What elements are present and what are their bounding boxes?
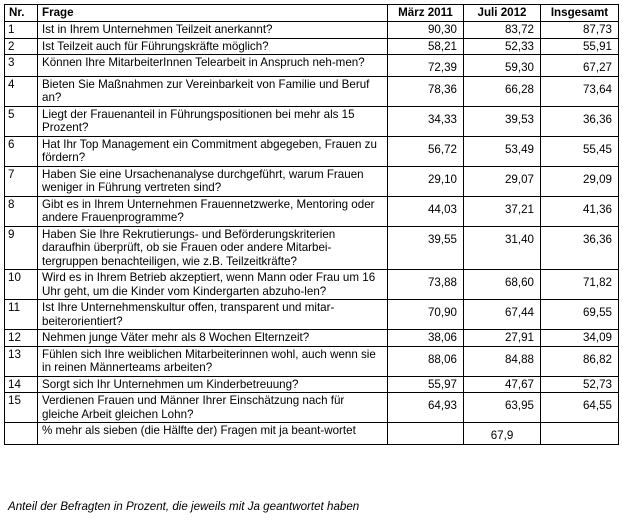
table-row <box>5 136 619 166</box>
value-insgesamt: 55,91 <box>541 38 619 55</box>
table-row <box>5 38 619 55</box>
table-row <box>5 330 619 347</box>
value-juli-2012: 29,07 <box>464 166 541 196</box>
value-insgesamt: 41,36 <box>541 196 619 226</box>
value-insgesamt: 29,09 <box>541 166 619 196</box>
row-number: 3 <box>5 55 38 77</box>
value-maerz-2011: 70,90 <box>388 300 464 330</box>
row-question: Liegt der Frauenanteil in Führungspositionen bei mehr als 15 Prozent? <box>38 106 388 136</box>
value-juli-2012: 37,21 <box>464 196 541 226</box>
value-insgesamt: 73,64 <box>541 76 619 106</box>
value-juli-2012: 67,9 <box>464 423 541 445</box>
value-juli-2012: 67,44 <box>464 300 541 330</box>
value-maerz-2011: 56,72 <box>388 136 464 166</box>
table-caption: Anteil der Befragten in Prozent, die jeweils mit Ja geantwortet haben <box>8 500 360 513</box>
value-juli-2012: 39,53 <box>464 106 541 136</box>
value-maerz-2011: 38,06 <box>388 330 464 347</box>
row-question: Ist in Ihrem Unternehmen Teilzeit anerkannt? <box>38 22 388 39</box>
row-question: Hat Ihr Top Management ein Commitment abgegeben, Frauen zu fördern? <box>38 136 388 166</box>
value-juli-2012: 83,72 <box>464 22 541 39</box>
row-question: Fühlen sich Ihre weiblichen Mitarbeiterinnen wohl, auch wenn sie in reinen Männerteams arbeiten? <box>38 346 388 376</box>
value-juli-2012: 59,30 <box>464 55 541 77</box>
row-question: Haben Sie eine Ursachenanalyse durchgeführt, warum Frauen weniger in Führung vertreten sind? <box>38 166 388 196</box>
value-maerz-2011: 73,88 <box>388 270 464 300</box>
table-row <box>5 226 619 270</box>
row-question: % mehr als sieben (die Hälfte der) Fragen mit ja beant-wortet <box>38 423 388 445</box>
value-insgesamt: 67,27 <box>541 55 619 77</box>
table-row <box>5 393 619 423</box>
table-row <box>5 76 619 106</box>
value-juli-2012: 52,33 <box>464 38 541 55</box>
row-number: 4 <box>5 76 38 106</box>
value-insgesamt: 86,82 <box>541 346 619 376</box>
row-number: 10 <box>5 270 38 300</box>
row-number: 5 <box>5 106 38 136</box>
header-insgesamt: Insgesamt <box>541 5 619 22</box>
value-juli-2012: 63,95 <box>464 393 541 423</box>
table-row <box>5 270 619 300</box>
row-number: 13 <box>5 346 38 376</box>
value-insgesamt: 34,09 <box>541 330 619 347</box>
value-juli-2012: 53,49 <box>464 136 541 166</box>
value-juli-2012: 66,28 <box>464 76 541 106</box>
row-number: 2 <box>5 38 38 55</box>
value-juli-2012: 84,88 <box>464 346 541 376</box>
header-maerz-2011: März 2011 <box>388 5 464 22</box>
row-number: 14 <box>5 376 38 393</box>
value-insgesamt: 71,82 <box>541 270 619 300</box>
value-juli-2012: 47,67 <box>464 376 541 393</box>
row-question: Wird es in Ihrem Betrieb akzeptiert, wenn Mann oder Frau um 16 Uhr geht, um die Kinder vom Kindergarten abzuho-len? <box>38 270 388 300</box>
table-row <box>5 196 619 226</box>
value-insgesamt: 69,55 <box>541 300 619 330</box>
table-row <box>5 376 619 393</box>
row-question: Ist Teilzeit auch für Führungskräfte möglich? <box>38 38 388 55</box>
value-juli-2012: 31,40 <box>464 226 541 270</box>
value-juli-2012: 27,91 <box>464 330 541 347</box>
value-maerz-2011: 88,06 <box>388 346 464 376</box>
value-insgesamt: 55,45 <box>541 136 619 166</box>
table-row <box>5 300 619 330</box>
row-question: Verdienen Frauen und Männer Ihrer Einschätzung nach für gleiche Arbeit gleichen Lohn? <box>38 393 388 423</box>
value-maerz-2011: 90,30 <box>388 22 464 39</box>
header-juli-2012: Juli 2012 <box>464 5 541 22</box>
value-insgesamt: 36,36 <box>541 226 619 270</box>
header-row <box>5 5 619 22</box>
value-maerz-2011: 29,10 <box>388 166 464 196</box>
value-insgesamt: 52,73 <box>541 376 619 393</box>
header-nr: Nr. <box>5 5 38 22</box>
value-maerz-2011: 78,36 <box>388 76 464 106</box>
table-row <box>5 166 619 196</box>
value-maerz-2011: 58,21 <box>388 38 464 55</box>
row-number: 11 <box>5 300 38 330</box>
row-number: 15 <box>5 393 38 423</box>
row-number: 12 <box>5 330 38 347</box>
value-maerz-2011: 34,33 <box>388 106 464 136</box>
value-insgesamt: 87,73 <box>541 22 619 39</box>
value-maerz-2011: 39,55 <box>388 226 464 270</box>
row-number: 1 <box>5 22 38 39</box>
value-maerz-2011: 44,03 <box>388 196 464 226</box>
row-question: Bieten Sie Maßnahmen zur Vereinbarkeit von Familie und Beruf an? <box>38 76 388 106</box>
row-question: Haben Sie Ihre Rekrutierungs- und Beförderungskriterien daraufhin überprüft, ob sie Frauen oder andere Mitarbei-tergruppen benachteiligen, wie z.B. Teilzeitkräfte? <box>38 226 388 270</box>
table-row <box>5 346 619 376</box>
row-question: Gibt es in Ihrem Unternehmen Frauennetzwerke, Mentoring oder andere Frauenprogramme? <box>38 196 388 226</box>
value-maerz-2011: 72,39 <box>388 55 464 77</box>
row-number: 8 <box>5 196 38 226</box>
value-insgesamt: 64,55 <box>541 393 619 423</box>
row-question: Können Ihre MitarbeiterInnen Telearbeit in Anspruch neh-men? <box>38 55 388 77</box>
value-insgesamt: 36,36 <box>541 106 619 136</box>
table-row <box>5 22 619 39</box>
header-frage: Frage <box>38 5 388 22</box>
row-question: Ist Ihre Unternehmenskultur offen, transparent und mitar-beiterorientiert? <box>38 300 388 330</box>
survey-table <box>4 4 619 445</box>
row-question: Sorgt sich Ihr Unternehmen um Kinderbetreuung? <box>38 376 388 393</box>
table-row <box>5 106 619 136</box>
row-number: 6 <box>5 136 38 166</box>
row-number: 7 <box>5 166 38 196</box>
value-maerz-2011: 55,97 <box>388 376 464 393</box>
value-insgesamt <box>541 423 619 445</box>
value-maerz-2011 <box>388 423 464 445</box>
row-number: 9 <box>5 226 38 270</box>
row-number <box>5 423 38 445</box>
table-row <box>5 55 619 77</box>
summary-row <box>5 423 619 445</box>
value-juli-2012: 68,60 <box>464 270 541 300</box>
value-maerz-2011: 64,93 <box>388 393 464 423</box>
row-question: Nehmen junge Väter mehr als 8 Wochen Elternzeit? <box>38 330 388 347</box>
